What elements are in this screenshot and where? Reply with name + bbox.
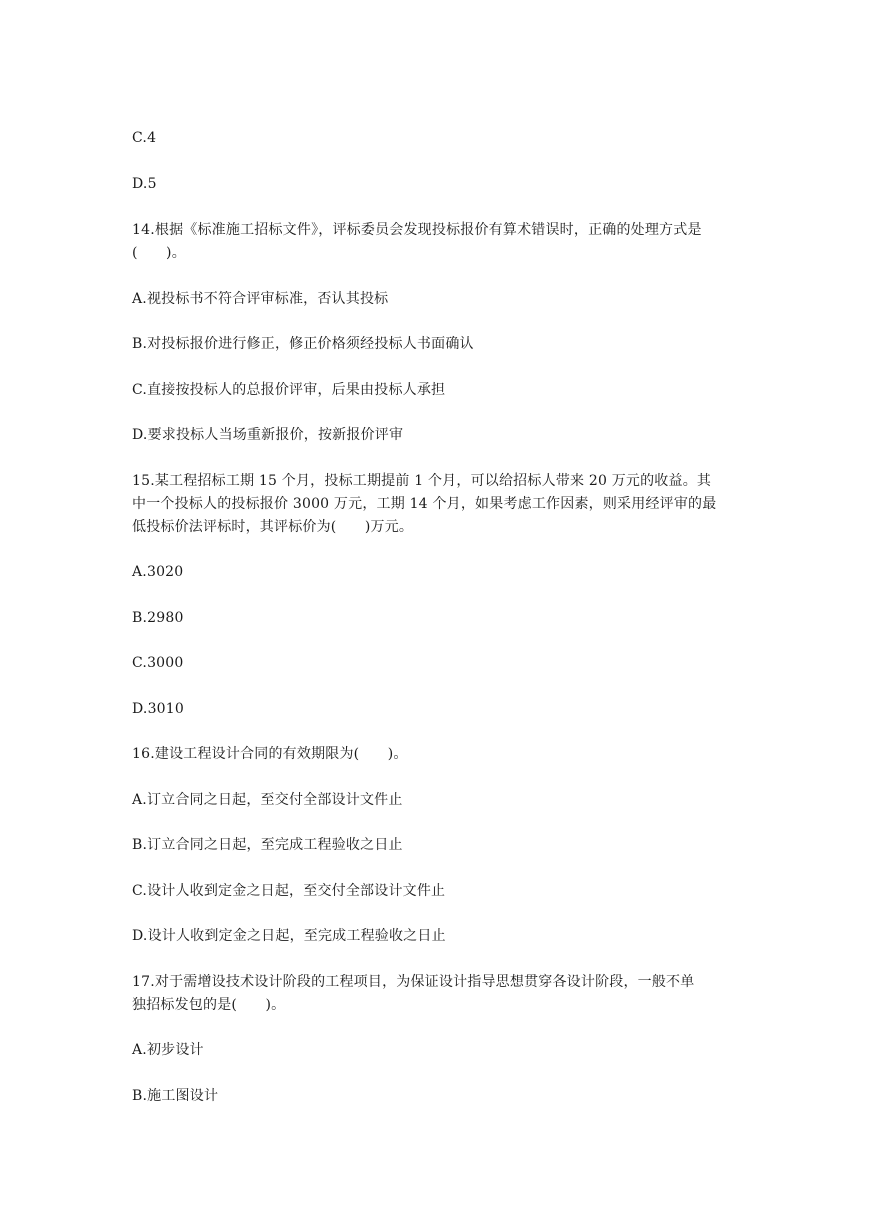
q17-question-line-2: 独招标发包的是( )。 (132, 997, 286, 1013)
q16-option-a: A.订立合同之日起，至交付全部设计文件止 (132, 792, 403, 808)
q16-option-d: D.设计人收到定金之日起，至完成工程验收之日止 (132, 928, 446, 944)
q17-option-a: A.初步设计 (132, 1042, 204, 1058)
q14-question-line-2: ( )。 (132, 245, 186, 261)
q14-option-c: C.直接按投标人的总报价评审，后果由投标人承担 (132, 382, 446, 398)
q13-option-c: C.4 (132, 130, 157, 146)
q13-option-d: D.5 (132, 176, 157, 192)
q14-option-b: B.对投标报价进行修正，修正价格须经投标人书面确认 (132, 336, 474, 352)
q14-option-a: A.视投标书不符合评审标准，否认其投标 (132, 291, 389, 307)
q14-option-d: D.要求投标人当场重新报价，按新报价评审 (132, 427, 404, 443)
q15-option-a: A.3020 (132, 564, 184, 580)
q16-option-c: C.设计人收到定金之日起，至交付全部设计文件止 (132, 883, 446, 899)
q16-question: 16.建设工程设计合同的有效期限为( )。 (132, 746, 408, 762)
q16-option-b: B.订立合同之日起，至完成工程验收之日止 (132, 837, 403, 853)
q15-option-d: D.3010 (132, 701, 185, 717)
q17-question-line-1: 17.对于需增设技术设计阶段的工程项目，为保证设计指导思想贯穿各设计阶段，一般不单 (132, 974, 695, 990)
q14-question-line-1: 14.根据《标准施工招标文件》，评标委员会发现投标报价有算术错误时，正确的处理方式是 (132, 222, 702, 238)
q15-question-line-2: 中一个投标人的投标报价 3000 万元，工期 14 个月，如果考虑工作因素，则采用经评审的最 (132, 496, 717, 512)
q15-option-c: C.3000 (132, 655, 184, 671)
q17-option-b: B.施工图设计 (132, 1088, 219, 1104)
q15-question-line-1: 15.某工程招标工期 15 个月，投标工期提前 1 个月，可以给招标人带来 20 万元的收益。其 (132, 473, 712, 489)
q15-option-b: B.2980 (132, 610, 184, 626)
q15-question-line-3: 低投标价法评标时，其评标价为( )万元。 (132, 519, 414, 535)
